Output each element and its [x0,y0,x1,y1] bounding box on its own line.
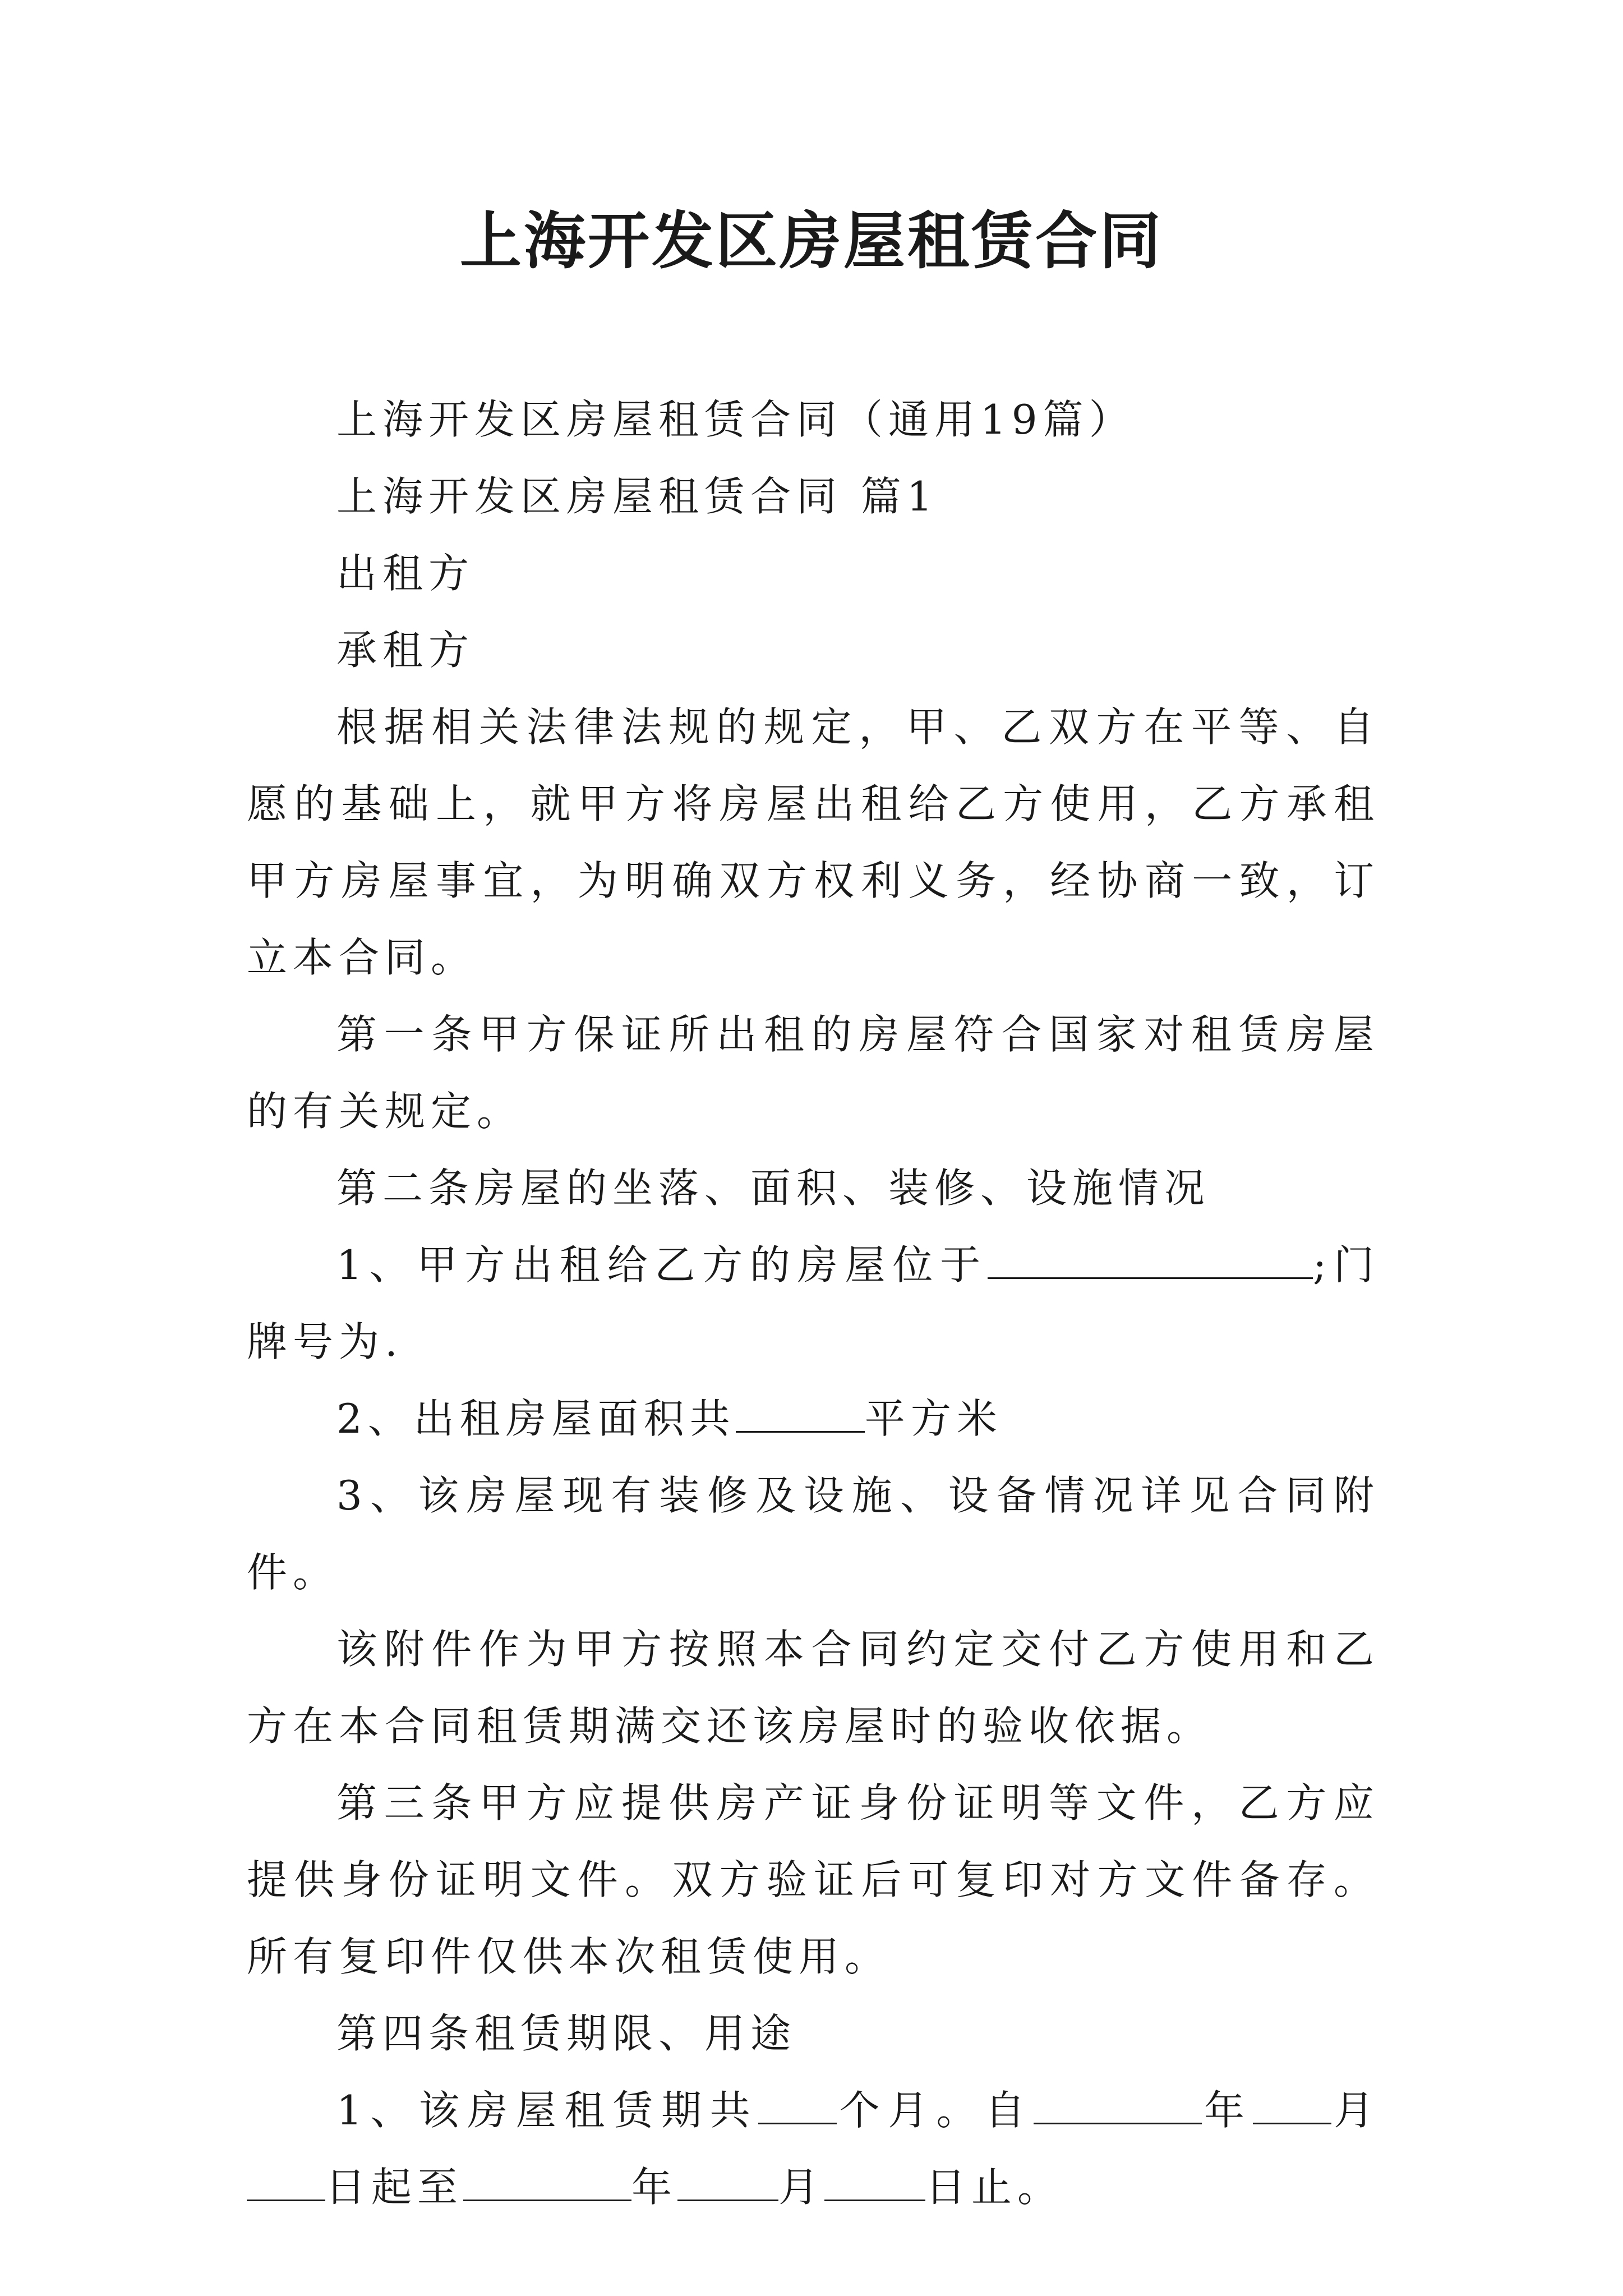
term-text-c: 年 [1201,2087,1253,2134]
paragraph-article-3: 第三条甲方应提供房产证身份证明等文件，乙方应提供身份证明文件。双方验证后可复印对方文件备存。所有复印件仅供本次租赁使用。 [247,1779,1380,1980]
paragraph-subtitle: 上海开发区房屋租赁合同（通用19篇） [336,396,1135,443]
area-blank [736,1392,865,1433]
term-text-e: 日起至 [325,2164,464,2211]
start-day-blank [247,2160,325,2201]
term-text-h: 日止。 [925,2164,1064,2211]
item-location-text: 1、甲方出租给乙方的房屋位于 [336,1241,988,1289]
paragraph-item-location [247,1227,1380,1381]
paragraph-lessee: 承租方 [336,627,475,674]
term-text-g: 月 [778,2164,825,2211]
paragraph-section-heading: 上海开发区房屋租赁合同 篇1 [336,473,938,520]
start-month-blank [1253,2083,1331,2124]
end-day-blank [824,2160,925,2201]
months-blank [758,2083,837,2124]
item-area-text: 2、出租房屋面积共 [336,1395,736,1442]
document-body [247,381,1380,2226]
paragraph-preamble: 根据相关法律法规的规定，甲、乙双方在平等、自愿的基础上，就甲方将房屋出租给乙方使用，乙方承租甲方房屋事宜，为明确双方权利义务，经协商一致，订立本合同。 [247,703,1380,981]
paragraph-lessor: 出租方 [336,550,475,597]
paragraph-item-area [247,1381,1380,1457]
end-year-blank [463,2160,631,2201]
document-title: 上海开发区房屋租赁合同 [460,205,1163,277]
end-month-blank [677,2160,778,2201]
start-year-blank [1034,2083,1202,2124]
term-text-b: 个月。自 [837,2087,1034,2134]
term-text-f: 年 [631,2164,678,2211]
term-text-a: 1、该房屋租赁期共 [336,2087,759,2134]
paragraph-article-1: 第一条甲方保证所出租的房屋符合国家对租赁房屋的有关规定。 [247,1011,1380,1135]
item-area-unit: 平方米 [864,1395,1003,1442]
paragraph-attachment: 该附件作为甲方按照本合同约定交付乙方使用和乙方在本合同租赁期满交还该房屋时的验收依据。 [247,1626,1380,1750]
paragraph-item-fixtures: 3、该房屋现有装修及设施、设备情况详见合同附件。 [247,1472,1380,1596]
paragraph-article-2: 第二条房屋的坐落、面积、装修、设施情况 [336,1165,1211,1212]
term-text-d: 月 [1331,2087,1380,2134]
location-blank [988,1238,1313,1279]
item-location-tail: ;门牌号为. [247,1241,1380,1365]
paragraph-item-term [247,2072,1380,2226]
paragraph-article-4: 第四条租赁期限、用途 [336,2010,797,2057]
